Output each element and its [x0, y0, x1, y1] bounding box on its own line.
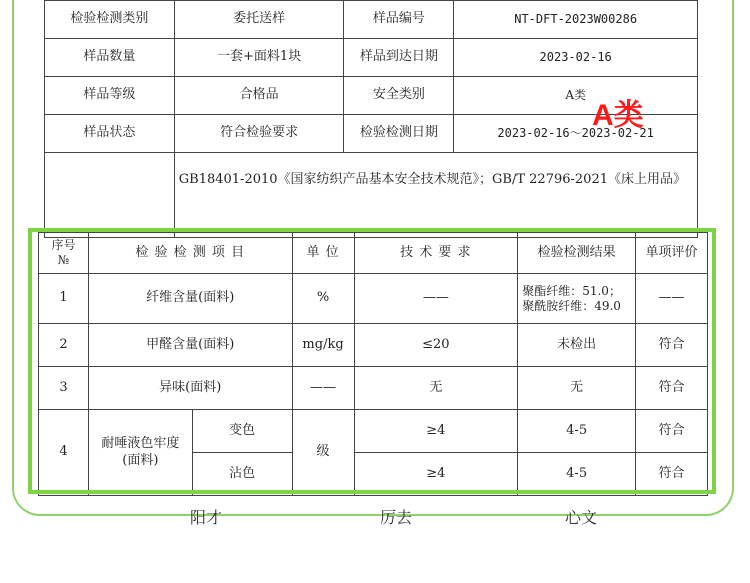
- row-result: 4-5: [518, 410, 636, 453]
- info-value: 2023-02-16: [454, 39, 698, 77]
- row-unit: %: [292, 274, 354, 324]
- row-no: 4: [39, 410, 89, 496]
- info-label: 安全类别: [344, 77, 454, 115]
- row-unit: mg/kg: [292, 324, 354, 367]
- row-result: 4-5: [518, 453, 636, 496]
- table-row: [39, 324, 708, 367]
- row-req: ≥4: [354, 453, 518, 496]
- row-result: [518, 274, 636, 324]
- sub-item: 变色: [192, 410, 292, 453]
- signature: 厉去: [380, 508, 413, 527]
- standards-text: GB18401-2010《国家纺织产品基本安全技术规范》；GB/T 22796-2021《床上用品》: [174, 153, 697, 238]
- info-label: 样品到达日期: [344, 39, 454, 77]
- info-label: 样品等级: [45, 77, 175, 115]
- result-line-2: 聚酰胺纤维：49.0: [522, 298, 621, 313]
- info-label: 样品状态: [45, 115, 175, 153]
- table-row: [39, 410, 708, 453]
- row-result: 无: [518, 367, 636, 410]
- standards-label-cell: [45, 153, 175, 238]
- row-eval: 符合: [636, 367, 708, 410]
- info-row: [45, 1, 698, 39]
- row-req: ——: [354, 274, 518, 324]
- info-row: [45, 39, 698, 77]
- row-req: ≤20: [354, 324, 518, 367]
- info-label: 样品编号: [344, 1, 454, 39]
- row-eval: 符合: [636, 410, 708, 453]
- row-req: 无: [354, 367, 518, 410]
- header-result: 检验检测结果: [518, 233, 636, 274]
- header-item: 检 验 检 测 项 目: [88, 233, 292, 274]
- row-eval: 符合: [636, 324, 708, 367]
- row-no: 2: [39, 324, 89, 367]
- row-item: 甲醛含量(面料): [88, 324, 292, 367]
- info-value: NT-DFT-2023W00286: [454, 1, 698, 39]
- row-result: 未检出: [518, 324, 636, 367]
- row-req: ≥4: [354, 410, 518, 453]
- row-eval: 符合: [636, 453, 708, 496]
- info-value: 合格品: [174, 77, 344, 115]
- result-line-1: 聚酯纤维：51.0；: [522, 283, 621, 298]
- row-item: 异味(面料): [88, 367, 292, 410]
- info-label: 样品数量: [45, 39, 175, 77]
- signature: 心文: [565, 508, 598, 527]
- info-value: 符合检验要求: [174, 115, 344, 153]
- header-no: 序号 №: [39, 233, 89, 274]
- info-label: 检验检测日期: [344, 115, 454, 153]
- row-item: 纤维含量(面料): [88, 274, 292, 324]
- row-unit: 级: [292, 410, 354, 496]
- info-label: 检验检测类别: [45, 1, 175, 39]
- table-row: [39, 367, 708, 410]
- header-unit: 单 位: [292, 233, 354, 274]
- info-value: 2023-02-16～2023-02-21: [454, 115, 698, 153]
- row-eval: ——: [636, 274, 708, 324]
- sub-item: 沾色: [192, 453, 292, 496]
- category-annotation: A类: [592, 99, 644, 132]
- table-row: [39, 274, 708, 324]
- row-unit: ——: [292, 367, 354, 410]
- info-value: 一套+面料1块: [174, 39, 344, 77]
- row-no: 1: [39, 274, 89, 324]
- header-req: 技 术 要 求: [354, 233, 518, 274]
- row-no: 3: [39, 367, 89, 410]
- info-value: A类: [454, 77, 698, 115]
- info-value: 委托送样: [174, 1, 344, 39]
- table-header-row: [39, 233, 708, 274]
- header-eval: 单项评价: [636, 233, 708, 274]
- signature: 阳才: [190, 508, 223, 527]
- row-item: 耐唾液色牢度(面料): [88, 410, 192, 496]
- test-results-table: [38, 232, 708, 496]
